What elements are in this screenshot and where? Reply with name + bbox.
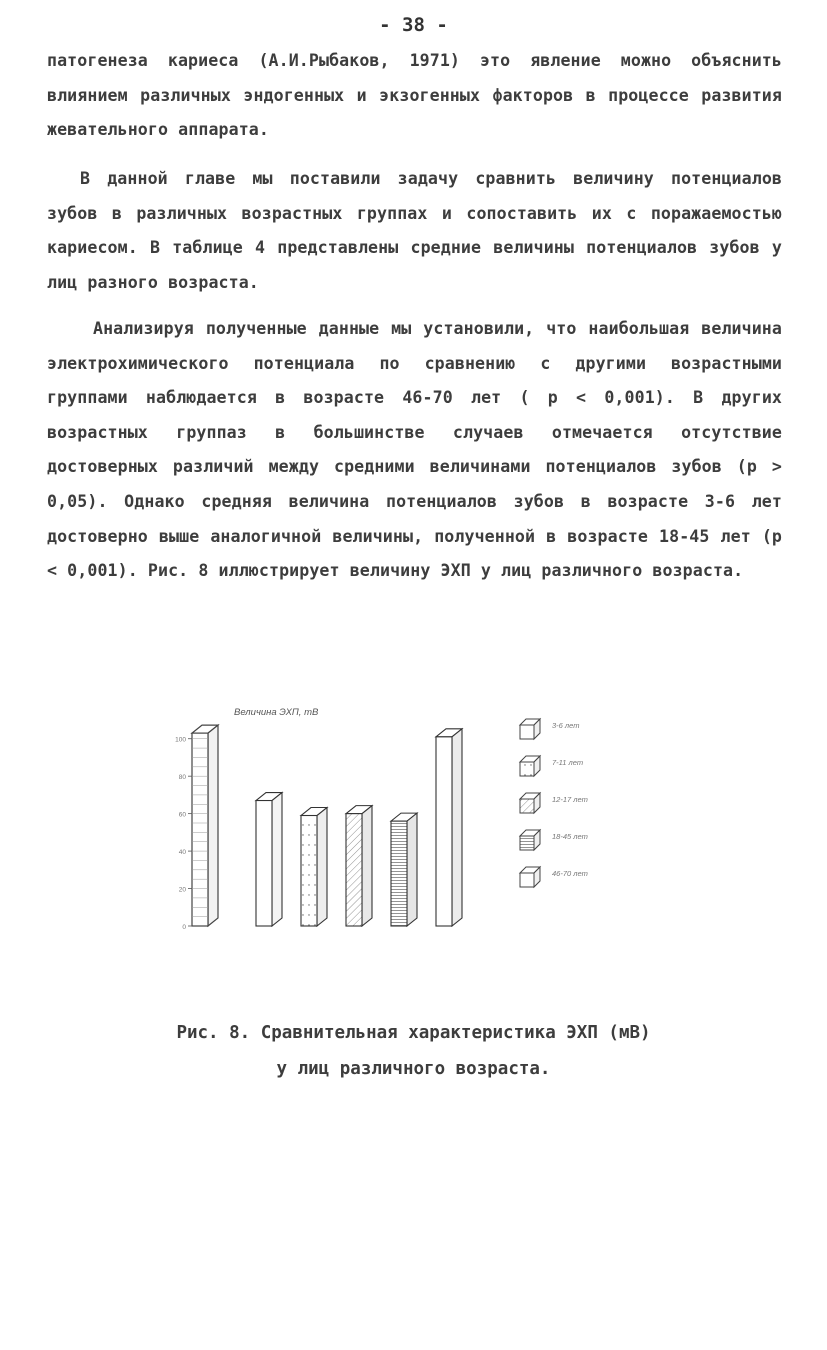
legend-item [520, 756, 583, 776]
y-tick-label: 40 [178, 849, 186, 857]
bar-3-6 лет [256, 793, 282, 926]
paragraph-3: Анализируя полученные данные мы установили, что наибольшая величина электрохимического потенциала по сравнению с другими возрастными группами наблюдается в возрасте 46-70 лет ( p < 0,001). В других возрастных группаз в большинстве случаев отмечается отсутствие достоверных различий между средними величинами потенциалов зубов (p > 0,05). Однако средняя величина потенциалов зубов в возрасте 3-6 лет достоверно выше аналогичной величины, полученной в возрасте 18-45 лет (p < 0,001). Рис. 8 иллюстрирует величину ЭХП у лиц различного возраста. [47, 319, 782, 581]
legend-label: 7-11 лет [552, 758, 584, 767]
bar-18-45 лет [391, 813, 417, 926]
legend [520, 719, 588, 887]
figure-caption [0, 1015, 827, 1087]
bars [256, 729, 462, 926]
bar-chart-3d [150, 690, 670, 940]
y-tick-label: 100 [175, 736, 186, 744]
legend-label: 3-6 лет [552, 721, 580, 730]
y-tick-label: 80 [178, 774, 186, 782]
y-tick-label: 0 [182, 924, 186, 931]
legend-item [520, 719, 580, 739]
bar-7-11 лет [301, 808, 327, 926]
caption-line-2: у лиц различного возраста. [276, 1059, 551, 1079]
bar-46-70 лет [436, 729, 462, 926]
legend-item [520, 793, 588, 813]
paragraph-1: патогенеза кариеса (А.И.Рыбаков, 1971) это явление можно объяснить влиянием различных эндогенных и экзогенных факторов в процессе развития жевательного аппарата. [47, 51, 782, 140]
legend-item [520, 830, 588, 850]
page-number: - 38 - [379, 14, 448, 36]
y-tick-label: 20 [178, 886, 186, 894]
y-tick-label: 60 [178, 811, 186, 819]
legend-label: 18-45 лет [552, 832, 588, 841]
paragraph-2: В данной главе мы поставили задачу сравнить величину потенциалов зубов в различных возрастных группах и сопоставить их с поражаемостью кариесом. В таблице 4 представлены средние величины потенциалов зубов у лиц разного возраста. [47, 169, 782, 292]
legend-label: 46-70 лет [552, 869, 588, 878]
y-axis [175, 725, 218, 931]
legend-label: 12-17 лет [552, 795, 588, 804]
bar-12-17 лет [346, 806, 372, 926]
legend-item [520, 867, 588, 887]
caption-line-1: Рис. 8. Сравнительная характеристика ЭХП (мВ) [176, 1023, 651, 1043]
y-axis-label: Величина ЭХП, mB [234, 707, 319, 718]
